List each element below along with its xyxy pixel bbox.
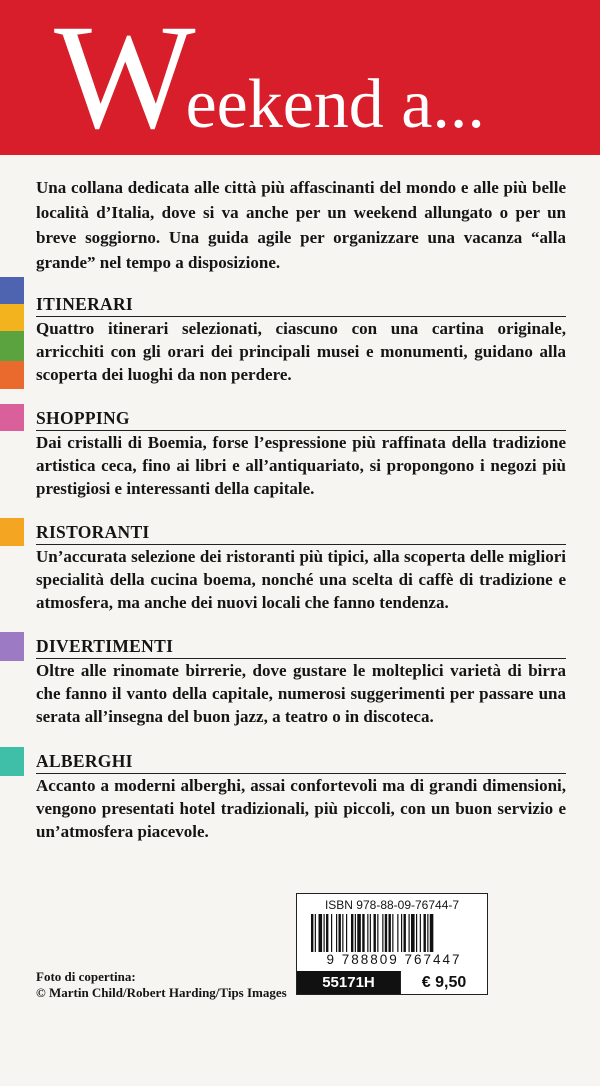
title-initial: W [54,0,190,160]
divertimenti-swatch [0,632,24,661]
section-itinerari [36,293,566,386]
section-title: ITINERARI [36,293,566,317]
section-alberghi [36,750,566,843]
section-title: RISTORANTI [36,521,566,545]
isbn-text: ISBN 978-88-09-76744-7 [324,898,460,912]
series-title [54,2,485,180]
credit-names: © Martin Child/Robert Harding/Tips Images [36,985,287,1000]
section-title: DIVERTIMENTI [36,635,566,659]
itinerari-swatch-orange [0,361,24,389]
title-rest: eekend a... [185,66,485,143]
product-code: 55171H [297,971,400,994]
photo-credit [36,969,296,1001]
itinerari-swatch-yellow [0,304,24,331]
title-banner [0,0,600,160]
barcode-digits: 9 788809 767447 [305,952,483,967]
section-body: Quattro itinerari selezionati, ciascuno con una cartina originale, arricchiti con gli orari dei principali musei e monumenti, guidano alla scoperta dei luoghi da non perdere. [36,319,566,384]
ristoranti-swatch [0,518,24,546]
itinerari-swatch-blue [0,277,24,304]
section-ristoranti [36,521,566,614]
barcode-box [296,893,488,995]
section-title: SHOPPING [36,407,566,431]
section-shopping [36,407,566,500]
section-body: Dai cristalli di Boemia, forse l’espressione più raffinata della tradizione artistica ceca, fino ai libri e all’antiquariato, si propongono i negozi più prestigiosi e interessanti della capitale. [36,433,566,498]
section-body: Accanto a moderni alberghi, assai confortevoli ma di grandi dimensioni, vengono presentati hotel tradizionali, più piccoli, con un buon servizio e un’atmosfera piacevole. [36,776,566,841]
credit-label: Foto di copertina: [36,969,136,984]
intro-paragraph: Una collana dedicata alle città più affascinanti del mondo e alle più belle località d’Italia, dove si va anche per un weekend allungato o per un breve soggiorno. Una guida agile per organizzare una vacanza “alla grande” nel tempo a disposizione. [36,178,566,272]
section-body: Oltre alle rinomate birrerie, dove gustare le molteplici varietà di birra che fanno il vanto della capitale, numerosi suggerimenti per passare una serata all’insegna del buon jazz, a teatro o in discoteca. [36,661,566,726]
price-label: € 9,50 [400,971,487,994]
alberghi-swatch [0,747,24,776]
section-divertimenti [36,635,566,728]
section-body: Un’accurata selezione dei ristoranti più tipici, alla scoperta delle migliori specialità della cucina boema, nonché una scelta di caffè di tradizione e atmosfera, ma anche dei nuovi locali che fanno tendenza. [36,547,566,612]
itinerari-swatch-green [0,331,24,361]
section-title: ALBERGHI [36,750,566,774]
shopping-swatch [0,404,24,431]
